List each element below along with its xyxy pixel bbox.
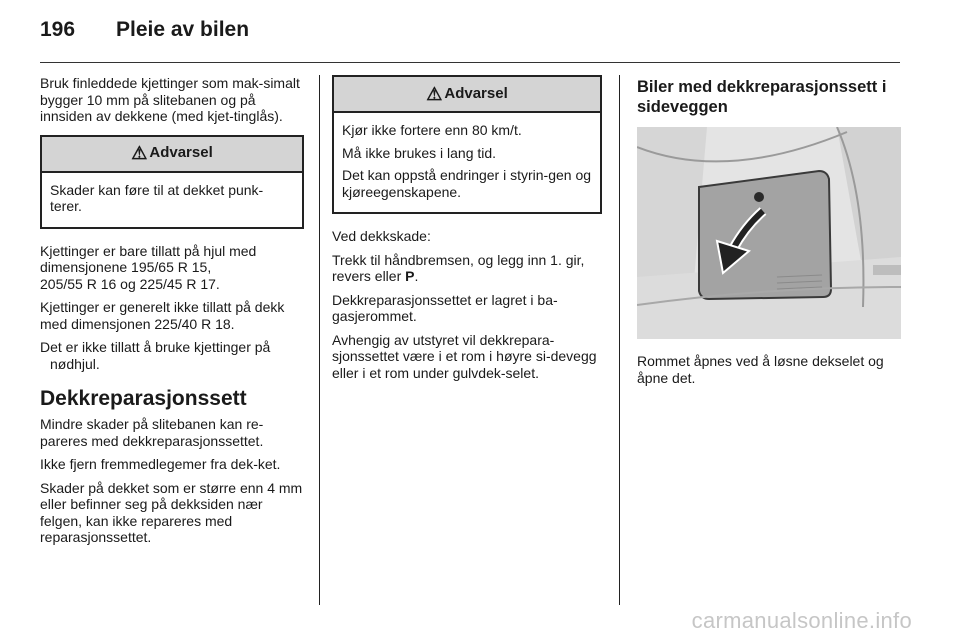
chapter-title: Pleie av bilen: [116, 18, 250, 41]
page-number: 196: [40, 18, 76, 41]
paragraph-text: .: [414, 268, 419, 284]
warning-text: Skader kan føre til at dekket punk-terer.: [50, 181, 264, 214]
warning-text: Det kan oppstå endringer i styrin-gen og kjøreegenskapene.: [342, 167, 592, 200]
column-1: [40, 75, 304, 553]
column-divider: [319, 75, 320, 605]
warning-text: Må ikke brukes i lang tid.: [342, 144, 497, 161]
warning-body: [334, 113, 600, 212]
warning-label: Advarsel: [149, 144, 213, 162]
figure-caption: Rommet åpnes ved å løsne dekselet og åpne det.: [637, 353, 884, 386]
trunk-compartment-illustration: [637, 127, 901, 339]
warning-box: [40, 135, 304, 229]
subsection-title: Biler med dekkreparasjonssett i sideveggen: [637, 78, 887, 116]
warning-icon: ⚠: [426, 83, 443, 104]
gear-key: P: [405, 268, 415, 284]
paragraph-line: 205/55 R 16 og 225/45 R 17.: [40, 275, 220, 292]
warning-body: [42, 173, 302, 227]
warning-box: [332, 75, 602, 214]
paragraph: Ikke fjern fremmedlegemer fra dek-ket.: [40, 456, 281, 472]
watermark: carmanualsonline.info: [691, 608, 912, 633]
column-divider: [619, 75, 620, 605]
paragraph: Avhengig av utstyret vil dekkrepara-sjonssettet være i et rom i høyre si-devegg eller i et rom under gulvdek-selet.: [332, 331, 597, 381]
paragraph: [40, 243, 304, 293]
section-title: Dekkreparasjonssett: [40, 387, 247, 410]
paragraph: Mindre skader på slitebanen kan re-pareres med dekkreparasjonssettet.: [40, 416, 264, 449]
paragraph-text: Trekk til håndbremsen, og legg inn 1. gir, revers eller: [332, 251, 585, 284]
intro-paragraph: Bruk finleddede kjettinger som mak-simalt bygger 10 mm på slitebanen og på innsiden av dekkene (med kjet-tinglås).: [40, 75, 300, 124]
warning-header: [42, 137, 302, 173]
paragraph: [332, 252, 602, 285]
page-header: [40, 18, 249, 48]
paragraph: Skader på dekket som er større enn 4 mm eller befinner seg på dekksiden nær felgen, kan ikke repareres med reparasjonssettet.: [40, 479, 303, 545]
warning-text: Kjør ikke fortere enn 80 km/t.: [342, 122, 522, 138]
paragraph: Kjettinger er generelt ikke tillatt på dekk med dimensjonen 225/40 R 18.: [40, 299, 285, 332]
warning-label: Advarsel: [444, 84, 508, 102]
illustration-svg: [637, 127, 901, 339]
paragraph-line: Kjettinger er bare tillatt på hjul med dimensjonene 195/65 R 15,: [40, 242, 257, 275]
header-rule: [40, 62, 900, 63]
paragraph: Det er ikke tillatt å bruke kjettinger på nødhjul.: [40, 339, 271, 372]
column-2: [332, 75, 602, 388]
warning-header: [334, 77, 600, 113]
column-3: [637, 75, 901, 393]
warning-icon: ⚠: [131, 143, 148, 164]
paragraph: Ved dekkskade:: [332, 228, 431, 244]
paragraph: Dekkreparasjonssettet er lagret i ba-gasjerommet.: [332, 291, 558, 324]
